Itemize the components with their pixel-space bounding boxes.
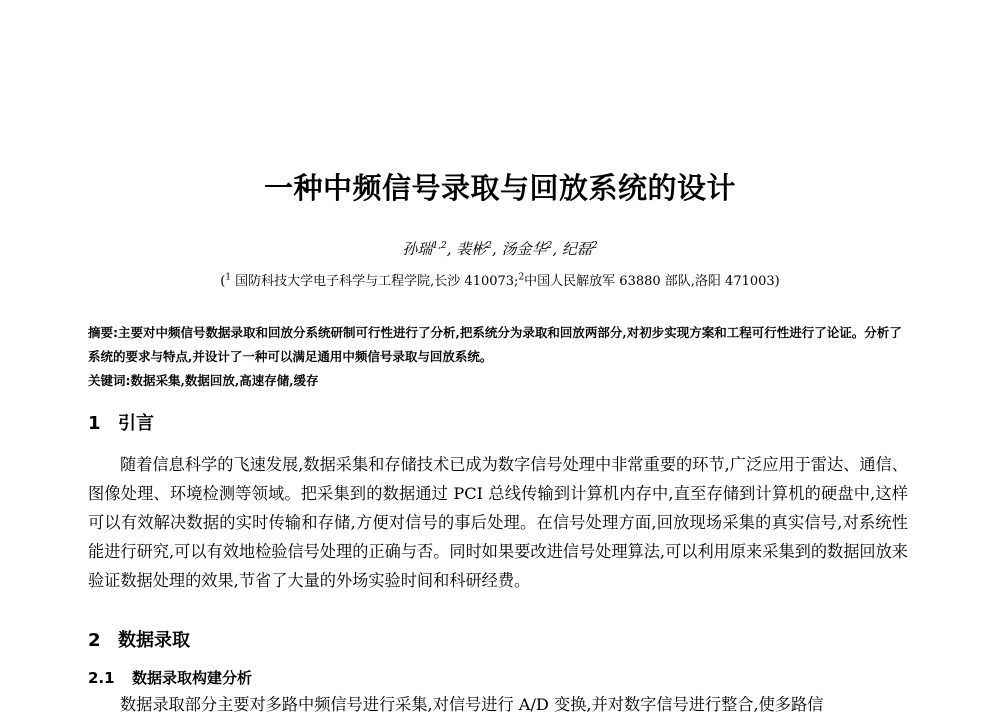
- affiliation-open-paren: (: [220, 274, 226, 289]
- section-body: [88, 690, 908, 719]
- abstract-block: [88, 321, 913, 393]
- section-title: 引言: [118, 413, 154, 434]
- affiliation-mark: 2: [518, 272, 525, 283]
- author-name: 孙瑞: [402, 240, 433, 258]
- abstract-label: 摘要:: [88, 325, 118, 340]
- subsection-number: 2.1: [88, 669, 115, 687]
- keywords-text: 数据采集,数据回放,高速存储,缓存: [130, 373, 319, 388]
- author-name: 裴彬: [456, 240, 487, 258]
- keywords-label: 关键词:: [88, 373, 131, 388]
- author-name: 纪磊: [561, 240, 592, 258]
- subsection-heading: [88, 667, 252, 688]
- author-affiliation-mark: 1,2: [432, 241, 447, 251]
- section-heading: [88, 626, 190, 652]
- author-affiliation-mark: 2: [546, 241, 553, 251]
- paragraph: 随着信息科学的飞速发展,数据采集和存储技术已成为数字信号处理中非常重要的环节,广泛应用于雷达、通信、图像处理、环境检测等领域。把采集到的数据通过 PCI 总线传输到计算机内存中,直至存储到计算机的硬盘中,这样可以有效解决数据的实时传输和存储,方便对信号的事后处理。在信号处理方面,回放现场采集的真实信号,对系统性能进行研究,可以有效地检验信号处理的正确与否。同时如果要改进信号处理算法,可以利用原来采集到的数据回放来验证数据处理的效果,节省了大量的外场实验时间和科研经费。: [88, 455, 908, 590]
- affiliation-text: 中国人民解放军 63880 部队,洛阳 471003): [524, 274, 780, 289]
- section-number: 1: [88, 413, 101, 434]
- section-number: 2: [88, 630, 101, 651]
- author-list: 孙瑞$^{1,2}$, 裴彬$^2$, 汤金华$^2$, 纪磊$^2$: [402, 240, 598, 258]
- author-name: 汤金华: [501, 240, 547, 258]
- abstract: [88, 321, 913, 369]
- section-title: 数据录取: [118, 630, 190, 651]
- paragraph: 数据录取部分主要对多路中频信号进行采集,对信号进行 A/D 变换,并对数字信号进行整合,使多路信: [120, 695, 824, 714]
- author-affiliation-mark: 2: [486, 241, 493, 251]
- affiliation-mark: 1: [225, 272, 232, 283]
- affiliation-text: 国防科技大学电子科学与工程学院,长沙 410073;: [231, 274, 519, 289]
- affiliation: [0, 270, 1000, 289]
- keywords: [88, 369, 913, 393]
- paper-title: 一种中频信号录取与回放系统的设计: [263, 171, 736, 205]
- section-heading: [88, 409, 154, 435]
- section-body: [88, 450, 908, 595]
- abstract-text: 主要对中频信号数据录取和回放分系统研制可行性进行了分析,把系统分为录取和回放两部分,对初步实现方案和工程可行性进行了论证。分析了系统的要求与特点,并设计了一种可以满足通用中频信号录取与回放系统。: [88, 325, 902, 364]
- subsection-title: 数据录取构建分析: [132, 669, 253, 687]
- author-affiliation-mark: 2: [591, 241, 598, 251]
